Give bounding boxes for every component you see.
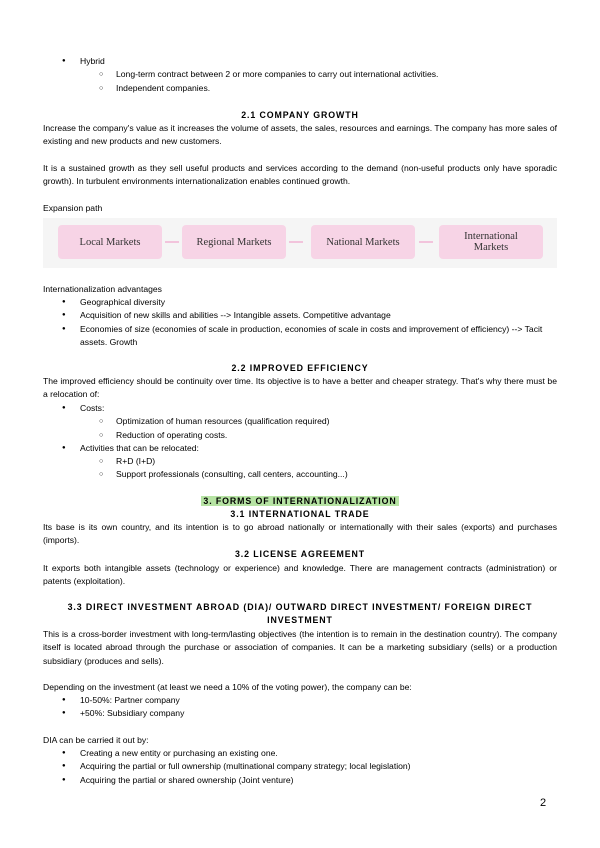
efficiency-list: [43, 402, 557, 482]
list-item: ○ Long-term contract between 2 or more companies to carry out international activities.: [43, 68, 557, 81]
list-item: ○ Reduction of operating costs.: [43, 429, 557, 442]
page-number: 2: [540, 797, 547, 809]
paragraph: It is a sustained growth as they sell useful products and services according to the demand (non-useful products only have sporadic growth). In turbulent environments internationalization enables continued growth.: [43, 163, 557, 187]
section-heading: 3.3 DIRECT INVESTMENT ABROAD (DIA)/ OUTWARD DIRECT INVESTMENT/ FOREIGN DIRECT INVESTMENT: [67, 602, 533, 625]
hybrid-list: [43, 55, 557, 95]
path-connector: [165, 241, 179, 243]
path-connector: [289, 241, 303, 243]
expansion-path-diagram: [43, 218, 557, 268]
expansion-path-label: Expansion path: [43, 203, 103, 213]
paragraph: The improved efficiency should be continuity over time. Its objective is to have a better and cheaper strategy. That's why there must be a relocation of:: [43, 376, 557, 400]
path-box-national: National Markets: [311, 225, 415, 259]
section-heading: 2.1 COMPANY GROWTH: [241, 110, 359, 120]
list-item: ● Geographical diversity: [43, 296, 557, 309]
paragraph: DIA can be carried it out by:: [43, 735, 149, 745]
list-item: ● 10-50%: Partner company: [43, 694, 557, 707]
chapter-heading: 3. FORMS OF INTERNATIONALIZATION: [203, 496, 397, 506]
paragraph: It exports both intangible assets (technology or experience) and knowledge. There are management contracts (administration) or patents (exploitation).: [43, 563, 557, 587]
section-heading: 3.2 LICENSE AGREEMENT: [234, 549, 366, 559]
paragraph: Its base is its own country, and its intention is to go abroad nationally or internationally with their sales (exports) and purchases (imports).: [43, 522, 557, 546]
list-item: ● Economies of size (economies of scale in production, economies of scale in costs and improvement of efficiency) --> Tacit assets. Growth: [43, 323, 557, 350]
path-box-regional: Regional Markets: [182, 225, 286, 259]
list-item: ● Acquiring the partial or full ownership (multinational company strategy; local legislation): [43, 760, 557, 773]
list-item: ● Hybrid: [43, 55, 557, 68]
list-item: ● Activities that can be relocated:: [43, 442, 557, 455]
list-item: ● Acquiring the partial or shared ownership (Joint venture): [43, 774, 557, 787]
section-heading: 3.1 INTERNATIONAL TRADE: [230, 509, 370, 519]
list-item: ○ Independent companies.: [43, 82, 557, 95]
list-item: ● Costs:: [43, 402, 557, 415]
paragraph: Increase the company's value as it increases the volume of assets, the sales, resources and earnings. The company has more sales of existing and new products and new customers.: [43, 123, 557, 147]
paragraph: Depending on the investment (at least we need a 10% of the voting power), the company can be:: [43, 682, 412, 692]
path-box-international: International Markets: [439, 225, 543, 259]
paragraph: This is a cross-border investment with long-term/lasting objectives (the intention is to remain in the destination country). The company itself is located abroad through the purchase or association of companies. It can be a marketing subsidiary (sells) or a production subsidiary (produces and sells).: [43, 629, 557, 666]
dia-methods-list: [43, 747, 557, 787]
list-item: ● +50%: Subsidiary company: [43, 707, 557, 720]
company-type-list: [43, 694, 557, 721]
list-item: ○ Support professionals (consulting, call centers, accounting...): [43, 468, 557, 481]
list-item: ● Acquisition of new skills and abilities --> Intangible assets. Competitive advantage: [43, 309, 557, 322]
advantages-label: Internationalization advantages: [43, 284, 162, 294]
list-item: ○ R+D (I+D): [43, 455, 557, 468]
list-item: ● Creating a new entity or purchasing an existing one.: [43, 747, 557, 760]
advantages-list: [43, 296, 557, 349]
list-item: ○ Optimization of human resources (qualification required): [43, 415, 557, 428]
section-heading: 2.2 IMPROVED EFFICIENCY: [231, 363, 369, 373]
path-connector: [419, 241, 433, 243]
path-box-local: Local Markets: [58, 225, 162, 259]
